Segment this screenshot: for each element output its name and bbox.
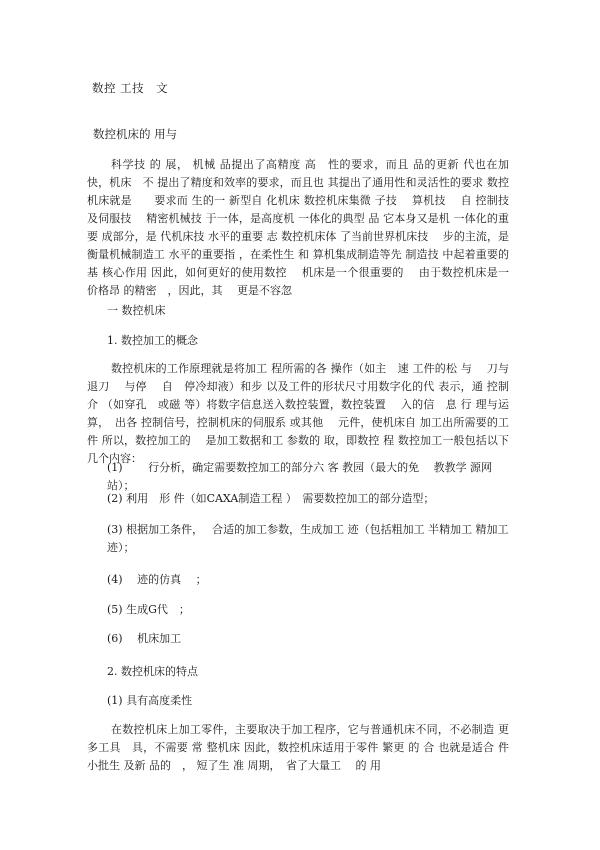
list-item: (6) 机床加工	[107, 632, 182, 645]
list-item: (2) 利用 形 件（如CAXA制造工程 ） 需要数控加工的部分造型；	[107, 492, 435, 505]
document-subtitle: 数控机床的 用与	[93, 127, 178, 141]
document-title: 数控 工技 文	[92, 81, 169, 95]
list-item: (3) 根据加工条件， 合适的加工参数，生成加工 迹（包括粗加工 半精加工 精加工 迹）；	[107, 523, 509, 554]
list-item: (1) 行分析，确定需要数控加工的部分六 客 教园（最大的免 教教学 源网站）；	[107, 461, 493, 492]
intro-paragraph: 科学技 的 展， 机械 品提出了高精度 高 性的要求，而且 品的更新 代也在加快，机床 不 提出了精度和效率的要求，而且也 其提出了通用性和灵活性的要求 数控机床就是 要求而 生的一 新型自 化机床 数控机床集微 子技 算机技 自 控制技 及伺服技 精密机械技 于一体，是高度机 一体化的典型 品 它本身又是机 一体化的重要 成部分，是 代机床技 水平的重要 志 数控机床体 了当前世界机床技 步的主流，是衡量机械制造工 水平的重要指 ，在柔性生 和 算机集成制造等先 制造技 中起着重要的基 核心作用 因此，如何更好的使用数控 机床是一个很重要的 由于数控机床是一 价格昂 的精密 ，因此，其 更是不容忽	[87, 158, 509, 297]
list-item: (5) 生成G代 ；	[107, 603, 190, 616]
concept-paragraph: 数控机床的工作原理就是将加工 程所需的各 操作（如主 速 工件的松 与 刀与退刀 与停 自 停冷却液）和步 以及工件的形状尺寸用数字化的代 表示，通 控制介 （如穿孔 或磁 等）将数字信息送入数控装置，数控装置 入的信 息 行 理与运算， 出各 控制信号，控制机床的伺服系 或其他 元件，使机床自 加工出所需要的工件 所以，数控加工的 是加工数据和工 参数的 取，即数控 程 数控加工一般包括以下几个内容：	[87, 362, 509, 465]
subheading-cnc-concept: 1. 数控加工的概念	[107, 334, 198, 347]
section-heading-cnc-machine: 一 数控机床	[107, 304, 166, 317]
flexibility-paragraph: 在数控机床上加工零件，主要取决于加工程序，它与普通机床不同，不必制造 更 多工具 具，不需要 常 整机床 因此，数控机床适用于零件 繁更 的 合 也就是适合 件 小批生 及新 品的 ， 短了生 准 周期， 省了大量工 的 用	[87, 723, 520, 772]
subheading-cnc-features: 2. 数控机床的特点	[107, 665, 198, 678]
subheading-high-flexibility: (1) 具有高度柔性	[107, 694, 193, 707]
list-item: (4) 迹的仿真 ；	[107, 573, 207, 586]
